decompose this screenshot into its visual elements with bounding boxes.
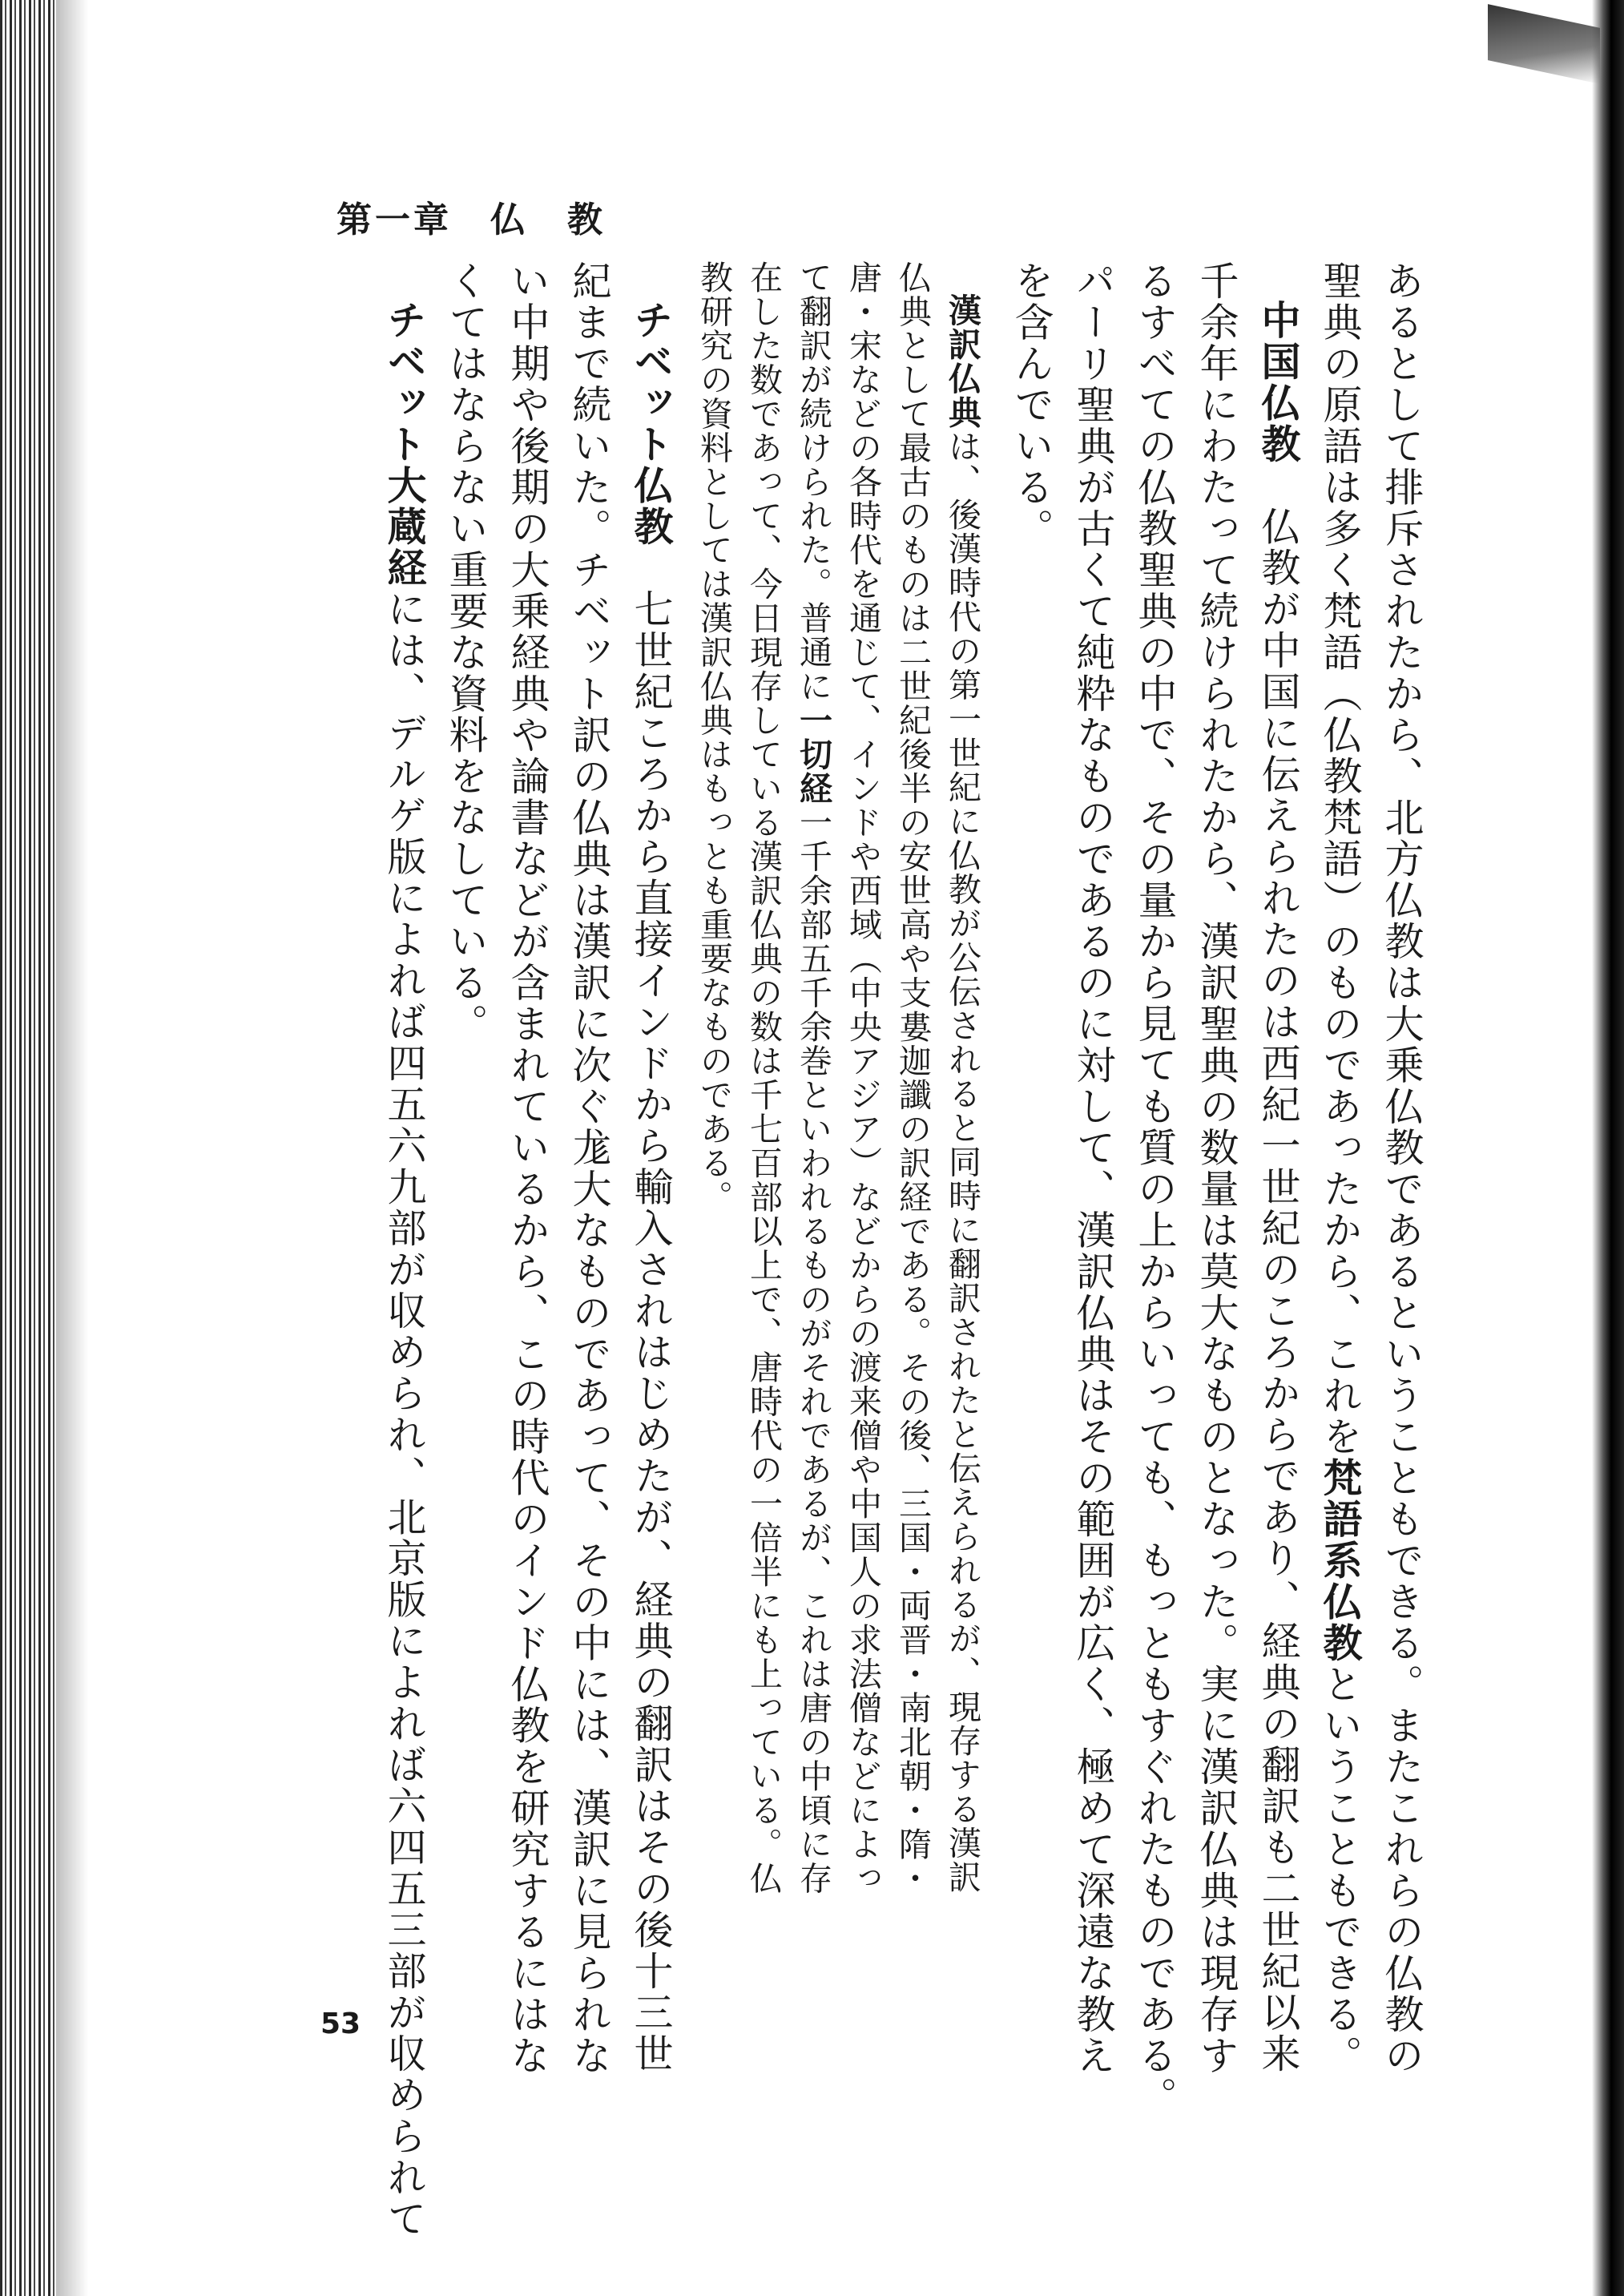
text-column-10 (844, 260, 882, 1895)
text-column-15 (566, 260, 612, 2076)
column-text: を含んでいる。 (1009, 260, 1054, 550)
term-chibetto-daizokyo: チベット大蔵経 (381, 300, 427, 589)
text-column-1 (1379, 260, 1425, 2076)
page-right-edge (1592, 0, 1624, 2296)
column-text: あるとして排斥されたから、北方仏教は大乗仏教であるということもできる。またこれらの仏教の (1379, 260, 1425, 2076)
column-text: 仏教が中国に伝えられたのは西紀一世紀のころからであり、経典の翻訳も二世紀以来 (1255, 465, 1301, 2075)
page-corner-fold (1488, 4, 1600, 84)
text-column-18 (381, 260, 427, 2240)
text-column-13 (695, 260, 733, 1214)
text-column-9 (893, 260, 932, 1895)
text-column-4 (1194, 260, 1239, 2076)
text-column-14 (628, 260, 674, 2075)
column-text: 教研究の資料としては漢訳仏典はもっとも重要なものである。 (695, 260, 733, 1214)
text-column-2 (1317, 260, 1363, 2076)
column-text: 紀まで続いた。チベット訳の仏典は漢訳に次ぐ尨大なものであって、その中には、漢訳に見られな (566, 260, 612, 2076)
gutter-shadow (56, 0, 88, 2296)
column-text: は、後漢時代の第一世紀に仏教が公伝されると同時に翻訳されたと伝えられるが、現存する漢訳 (943, 430, 981, 1895)
text-column-3 (1255, 260, 1301, 2075)
text-column-7 (1009, 260, 1054, 550)
text-column-11 (794, 260, 832, 1895)
text-column-12 (744, 260, 783, 1895)
column-text: 聖典の原語は多く梵語（仏教梵語）のものであったから、これを (1317, 260, 1363, 1458)
text-column-5 (1132, 260, 1178, 2118)
page-number: 53 (320, 2007, 361, 2040)
column-text: 一千余部五千余巻といわれるものがそれであるが、これは唐の中頃に存 (794, 805, 832, 1895)
heading-chugoku-bukkyo: 中国仏教 (1255, 300, 1301, 465)
term-bonngo-kei-bukkyo: 梵語系仏教 (1317, 1457, 1363, 1664)
column-text: くてはならない重要な資料をなしている。 (443, 260, 489, 1045)
text-column-17 (443, 260, 489, 1045)
column-text: るすべての仏教聖典の中で、その量から見ても質の上からいっても、もっともすぐれたものである。 (1132, 260, 1178, 2118)
column-text: 在した数であって、今日現存している漢訳仏典の数は千七百部以上で、唐時代の一倍半にも上っている。仏 (744, 260, 783, 1895)
column-text: には、デルゲ版によれば四五六九部が収められ、北京版によれば六四五三部が収められて (381, 588, 427, 2240)
book-gutter (0, 0, 56, 2296)
column-text: て翻訳が続けられた。普通に (794, 260, 832, 704)
term-kanyaku-butten: 漢訳仏典 (943, 293, 981, 430)
text-column-6 (1070, 260, 1116, 2076)
term-issaikyo: 一切経 (794, 703, 832, 805)
column-text: 七世紀ころから直接インドから輸入されはじめたが、経典の翻訳はその後十三世 (628, 547, 674, 2075)
heading-chibetto-bukkyo: チベット仏教 (628, 300, 674, 547)
running-head: 第一章 仏 教 (336, 200, 606, 240)
text-column-16 (505, 260, 550, 2076)
column-text: 千余年にわたって続けられたから、漢訳聖典の数量は莫大なものとなった。実に漢訳仏典は現存す (1194, 260, 1239, 2076)
column-text: 唐・宋などの各時代を通じて、インドや西域（中央アジア）などからの渡来僧や中国人の求法僧などによっ (844, 260, 882, 1895)
column-text: い中期や後期の大乗経典や論書などが含まれているから、この時代のインド仏教を研究するにはな (505, 260, 550, 2076)
column-text: パーリ聖典が古くて純粋なものであるのに対して、漢訳仏典はその範囲が広く、極めて深遠な教え (1070, 260, 1116, 2076)
column-text: ということもできる。 (1317, 1664, 1363, 2076)
text-column-8 (943, 260, 981, 1895)
column-text: 仏典として最古のものは二世紀後半の安世高や支婁迦讖の訳経である。その後、三国・両晋・南北朝・隋・ (893, 260, 932, 1895)
